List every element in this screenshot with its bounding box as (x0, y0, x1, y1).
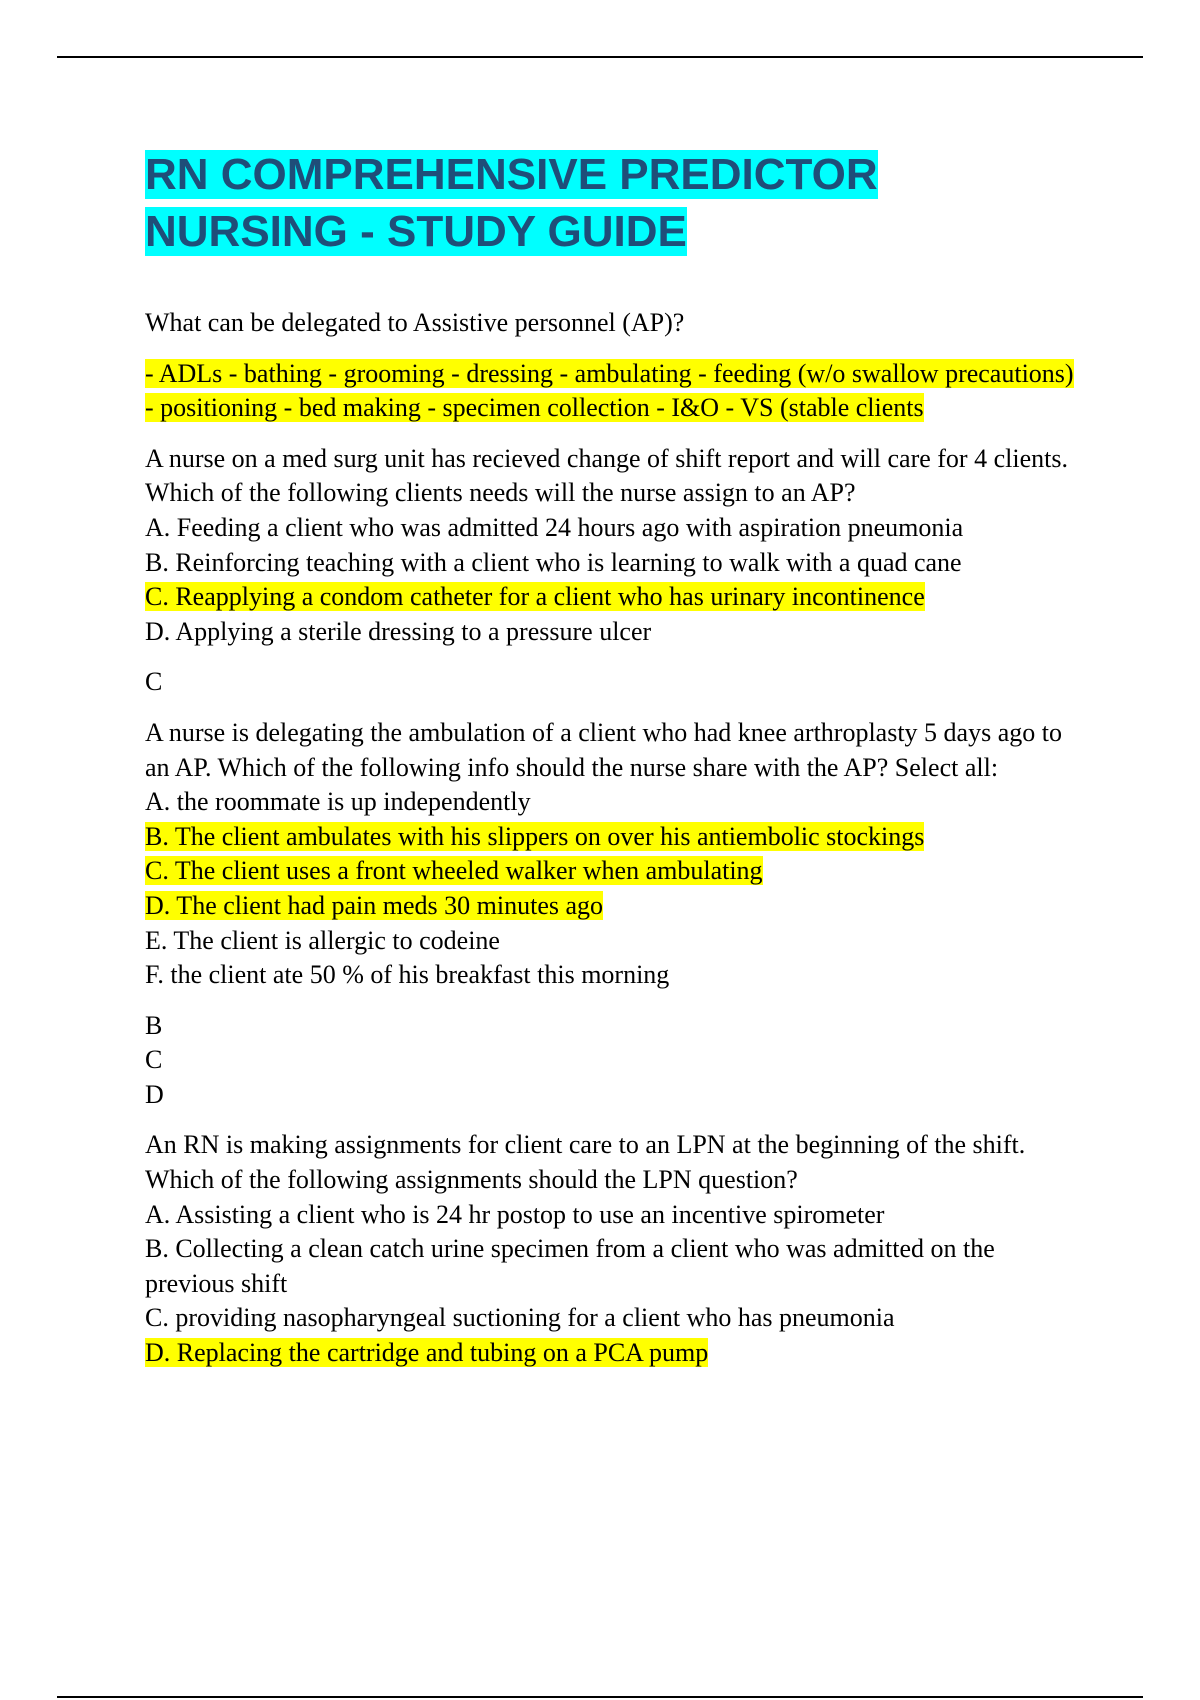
top-rule (57, 56, 1143, 58)
q2-option-d: D. Applying a sterile dressing to a pressure ulcer (145, 616, 652, 646)
q3-option-f: F. the client ate 50 % of his breakfast this morning (145, 960, 670, 990)
q4-option-c: C. providing nasopharyngeal suctioning for a client who has pneumonia (145, 1303, 895, 1333)
q3-option-b: B. The client ambulates with his slippers on over his antiembolic stockings (145, 821, 925, 851)
q3-option-d: D. The client had pain meds 30 minutes ago (145, 890, 604, 920)
q3-answer-1: B (145, 1010, 163, 1040)
q2-block (145, 442, 1085, 650)
q3-answers (145, 1009, 1085, 1113)
bottom-rule (57, 1696, 1143, 1698)
q3-answer-2: C (145, 1045, 163, 1075)
q2-option-a: A. Feeding a client who was admitted 24 hours ago with aspiration pneumonia (145, 512, 964, 542)
q4-block (145, 1128, 1085, 1370)
q4-option-a: A. Assisting a client who is 24 hr postop to use an incentive spirometer (145, 1199, 885, 1229)
q2-answer: C (145, 667, 163, 697)
q3-option-c: C. The client uses a front wheeled walker when ambulating (145, 856, 763, 886)
q4-option-b: B. Collecting a clean catch urine specimen from a client who was admitted on the previous shift (145, 1234, 995, 1298)
q3-stem: A nurse is delegating the ambulation of a client who had knee arthroplasty 5 days ago to an AP. Which of the following info should the nurse share with the AP? Select all: (145, 717, 1062, 782)
page-title (145, 146, 1085, 260)
title-line-1: RN COMPREHENSIVE PREDICTOR (145, 150, 878, 199)
q1-question: What can be delegated to Assistive personnel (AP)? (145, 308, 685, 337)
q1-answer (145, 357, 1085, 426)
q3-answer-3: D (145, 1079, 164, 1109)
q3-option-a: A. the roommate is up independently (145, 787, 531, 817)
q3-block (145, 716, 1085, 993)
q1-answer-text: - ADLs - bathing - grooming - dressing - ambulating - feeding (w/o swallow precautions) - positioning - bed making - specimen collection - I&O - VS (stable clients (145, 358, 1074, 423)
q3-option-e: E. The client is allergic to codeine (145, 925, 500, 955)
q4-option-d: D. Replacing the cartridge and tubing on a PCA pump (145, 1338, 709, 1368)
title-line-2: NURSING - STUDY GUIDE (145, 207, 687, 256)
q2-option-b: B. Reinforcing teaching with a client who is learning to walk with a quad cane (145, 547, 962, 577)
document-body (145, 146, 1085, 1387)
q2-option-c: C. Reapplying a condom catheter for a client who has urinary incontinence (145, 582, 925, 612)
q2-stem: A nurse on a med surg unit has recieved change of shift report and will care for 4 clients. Which of the following clients needs will the nurse assign to an AP? (145, 443, 1068, 508)
q4-stem: An RN is making assignments for client care to an LPN at the beginning of the shift. Which of the following assignments should the LPN question? (145, 1130, 1026, 1195)
